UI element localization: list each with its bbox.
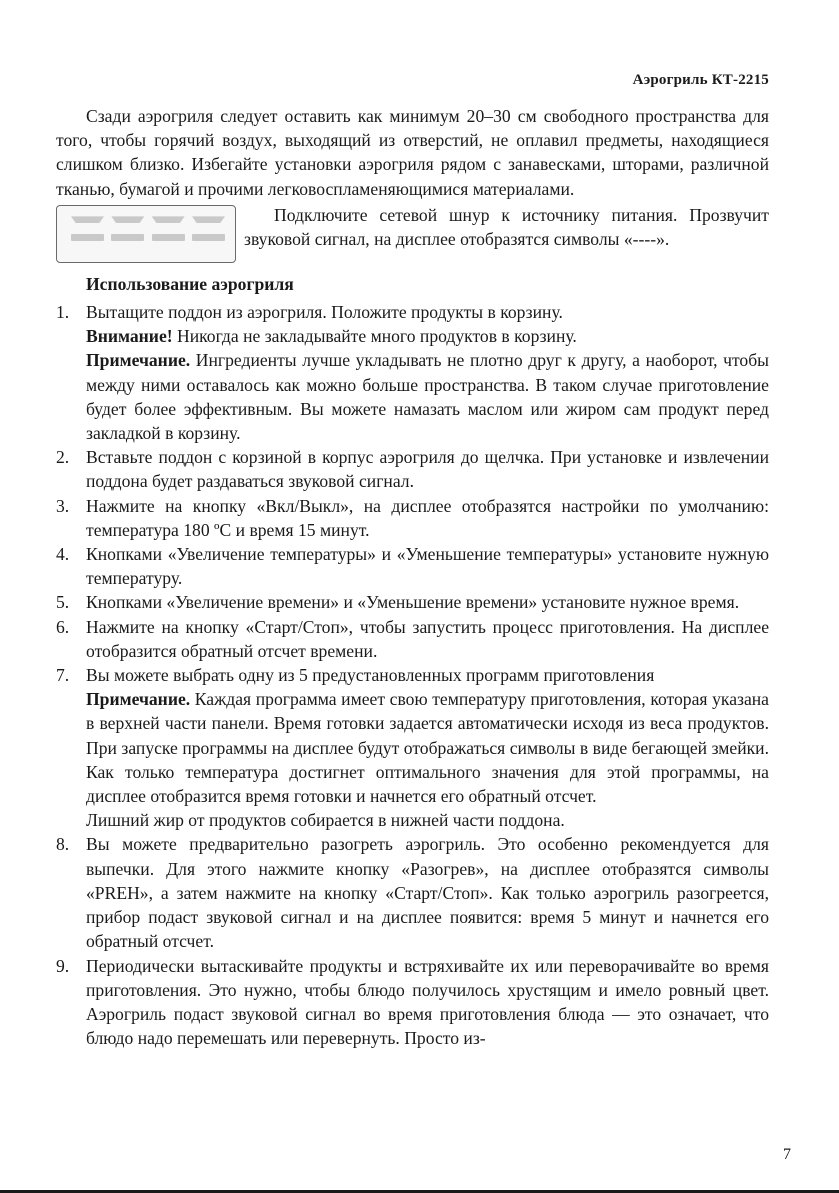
display-segment [152, 216, 185, 223]
list-item: 6. Нажмите на кнопку «Старт/Стоп», чтобы запустить процесс приготовления. На дисплее отобразится обратный отсчет времени. [56, 616, 769, 661]
display-segment [71, 234, 104, 241]
list-item: 4. Кнопками «Увеличение температуры» и «Уменьшение температуры» установите нужную температуру. [56, 544, 769, 589]
page-number: 7 [783, 1146, 791, 1163]
attention-label: Внимание! [86, 326, 173, 347]
list-item: 5. Кнопками «Увеличение времени» и «Уменьшение времени» установите нужное время. [56, 592, 740, 613]
display-segment [71, 216, 104, 223]
list-item: 2. Вставьте поддон с корзиной в корпус аэрогриля до щелчка. При установке и извлечении поддона будет раздаваться звуковой сигнал. [56, 447, 769, 492]
display-illustration [56, 205, 236, 263]
page-header-title: Аэрогриль КТ-2215 [632, 72, 769, 88]
display-illustration-wrap [56, 201, 769, 263]
note-label: Примечание. [86, 689, 191, 710]
display-segment [152, 234, 185, 241]
document-body [56, 104, 769, 1050]
display-segment [192, 234, 225, 241]
list-item: 7. Вы можете выбрать одну из 5 предустановленных программ приготовления Примечание. Каждая программа имеет свою температуру приготовления, которая указана в верхней части панели. Время готовки задается автоматически исходя из веса продуктов. При запуске программы на дисплее будут отображаться символы в виде бегающей змейки. Как только температура достигнет оптимального значения для этой программы, на дисплее отобразится время готовки и начнется его обратный отсчет. Лишний жир от продуктов собирается в нижней части поддона. [56, 665, 769, 831]
section-title: Использование аэрогриля [86, 273, 294, 294]
intro-paragraph-2: Подключите сетевой шнур к источнику питания. Прозвучит звуковой сигнал, на дисплее отобразятся символы «----». [244, 204, 769, 250]
display-segment-row-top [71, 213, 225, 227]
note-label: Примечание. [86, 350, 191, 371]
list-item: 3. Нажмите на кнопку «Вкл/Выкл», на дисплее отобразятся настройки по умолчанию: температура 180 ºС и время 15 минут. [56, 495, 769, 540]
list-item: 8. Вы можете предварительно разогреть аэрогриль. Это особенно рекомендуется для выпечки. Для этого нажмите кнопку «Разогрев», на дисплее отобразятся символы «PREH», а затем нажмите на кнопку «Старт/Стоп». Как только аэрогриль разогреется, прибор подаст звуковой сигнал и на дисплее появится: время 5 минут и начнется его обратный отсчет. [56, 834, 769, 952]
list-item: 9. Периодически вытаскивайте продукты и встряхивайте их или переворачивайте во время приготовления. Это нужно, чтобы блюдо получилось хрустящим и имело ровный цвет. Аэрогриль подаст звуковой сигнал во время приготовления блюда — это означает, что блюдо надо перемешать или перевернуть. Просто из- [56, 955, 769, 1049]
intro-paragraph-1: Сзади аэрогриля следует оставить как минимум 20–30 см свободного пространства для того, чтобы горячий воздух, выходящий из отверстий, не оплавил предметы, находящиеся слишком близко. Избегайте установки аэрогриля рядом с занавесками, шторами, различной тканью, бумагой и прочими легковоспламеняющимися материалами. [56, 106, 769, 199]
display-segment-row-middle [71, 231, 225, 245]
list-item: 1. Вытащите поддон из аэрогриля. Положите продукты в корзину. Внимание! Никогда не закладывайте много продуктов в корзину. Примечание. Ингредиенты лучше укладывать не плотно друг к другу, а наоборот, чтобы между ними оставалось как можно больше пространства. В таком случае приготовление будет более эффективным. Вы можете намазать маслом или жиром сам продукт перед закладкой в корзину. [56, 302, 769, 444]
steps-list [56, 300, 769, 1050]
display-segment [111, 234, 144, 241]
display-segment [111, 216, 144, 223]
display-segment [192, 216, 225, 223]
